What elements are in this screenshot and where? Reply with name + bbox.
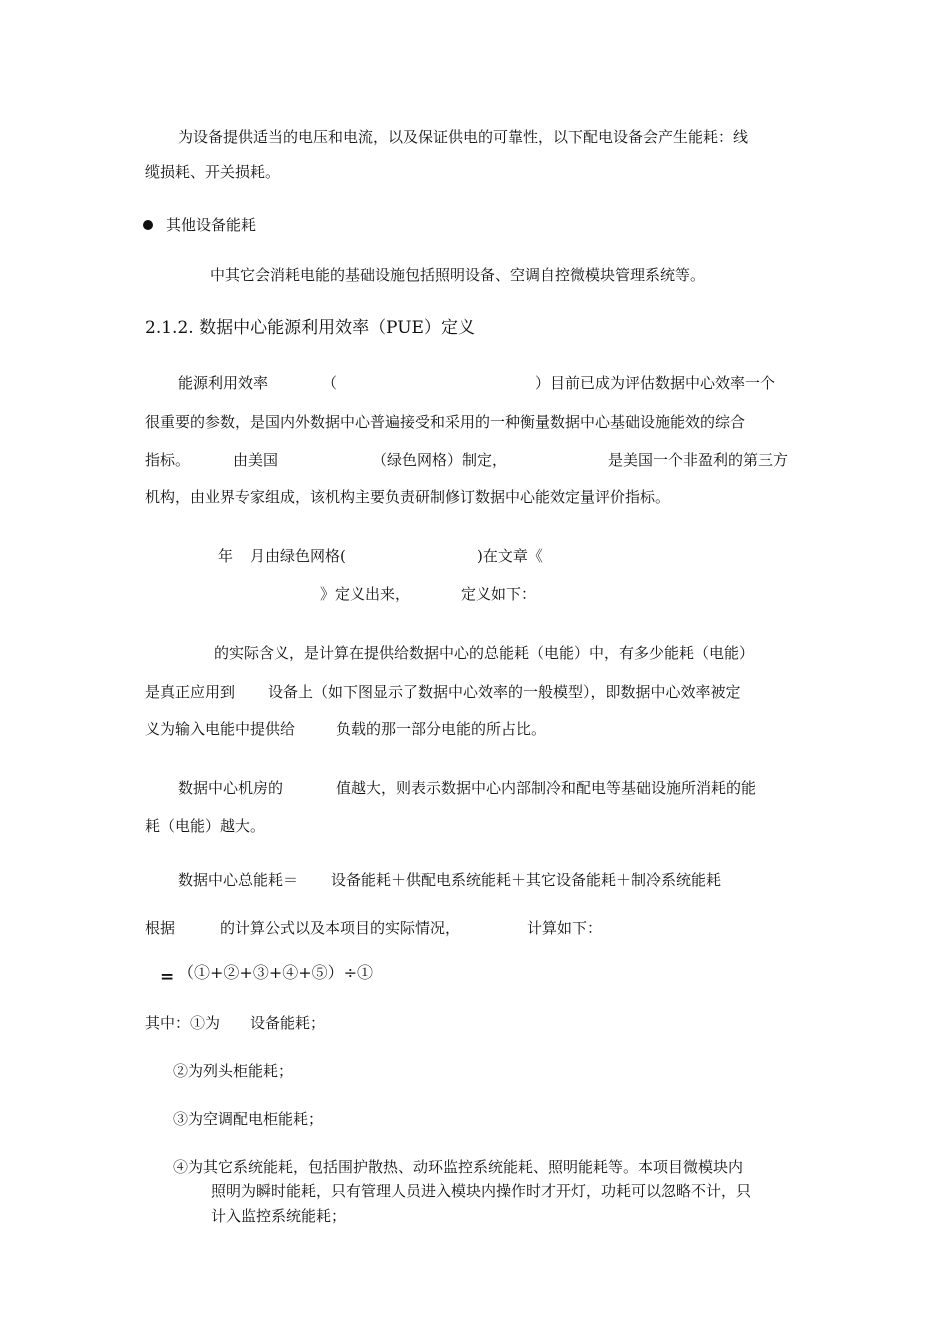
formula-equals: = (160, 967, 175, 987)
para3-line3-a: 义为输入电能中提供给 (145, 720, 296, 738)
para1-line3-a: 指标。 (145, 451, 191, 469)
basis-b: 的计算公式以及本项目的实际情况， (220, 919, 461, 937)
basis-a: 根据 (145, 919, 176, 937)
note-1-b: 设备能耗； (250, 1014, 326, 1032)
para2-line1-c: )在文章《 (477, 547, 543, 565)
note-4-line3: 计入监控系统能耗； (211, 1207, 347, 1225)
other-equipment-text: 中其它会消耗电能的基础设施包括照明设备、空调自控微模块管理系统等。 (210, 266, 706, 284)
formula-expression: （①+②+③+④+⑤）÷① (178, 963, 374, 982)
intro-line-1: 为设备提供适当的电压和电流，以及保证供电的可靠性，以下配电设备会产生能耗：线 (178, 128, 749, 146)
total-expression: 设备能耗＋供配电系统能耗＋其它设备能耗＋制冷系统能耗 (331, 871, 722, 889)
note-2: ②为列头柜能耗； (173, 1062, 294, 1080)
para2-line1-b: 月由绿色网格( (250, 547, 346, 565)
para1-line1-c: ）目前已成为评估数据中心效率一个 (535, 374, 776, 392)
basis-c: 计算如下： (527, 919, 603, 937)
para1-line2: 很重要的参数，是国内外数据中心普遍接受和采用的一种衡量数据中心基础设施能效的综合 (145, 413, 746, 431)
para1-line1-a: 能源利用效率 (178, 374, 269, 392)
para1-line3-c: （绿色网格）制定， (372, 451, 508, 469)
para4-line1-b: 值越大，则表示数据中心内部制冷和配电等基础设施所消耗的能 (336, 779, 757, 797)
para1-line4: 机构，由业界专家组成，该机构主要负责研制修订数据中心能效定量评价指标。 (145, 488, 671, 506)
para2-line2-a: 》定义出来， (320, 585, 411, 603)
bullet-label: 其他设备能耗 (166, 216, 257, 234)
para3-line2-b: 设备上（如下图显示了数据中心效率的一般模型），即数据中心效率被定 (268, 683, 741, 701)
total-label: 数据中心总能耗＝ (178, 871, 299, 889)
para2-line1-a: 年 (218, 547, 234, 565)
para4-line1-a: 数据中心机房的 (178, 779, 284, 797)
note-4-line2: 照明为瞬时能耗，只有管理人员进入模块内操作时才开灯，功耗可以忽略不计，只 (211, 1182, 752, 1200)
para3-line3-b: 负载的那一部分电能的所占比。 (336, 720, 547, 738)
para1-line3-d: 是美国一个非盈利的第三方 (608, 451, 789, 469)
para3-line2-a: 是真正应用到 (145, 683, 236, 701)
bullet-icon (143, 220, 153, 230)
note-3: ③为空调配电柜能耗； (173, 1110, 324, 1128)
para1-line1-b: （ (322, 374, 338, 392)
para1-line3-b: 由美国 (233, 451, 279, 469)
note-1-a: 其中：①为 (145, 1014, 221, 1032)
para2-line2-b: 定义如下： (461, 585, 537, 603)
section-heading: 2.1.2. 数据中心能源利用效率（PUE）定义 (145, 318, 475, 338)
para3-line1: 的实际含义，是计算在提供给数据中心的总能耗（电能）中，有多少能耗（电能） (214, 644, 755, 662)
intro-line-2: 缆损耗、开关损耗。 (145, 163, 281, 181)
para4-line2: 耗（电能）越大。 (145, 817, 266, 835)
note-4-line1: ④为其它系统能耗，包括围护散热、动环监控系统能耗、照明能耗等。本项目微模块内 (173, 1158, 744, 1176)
